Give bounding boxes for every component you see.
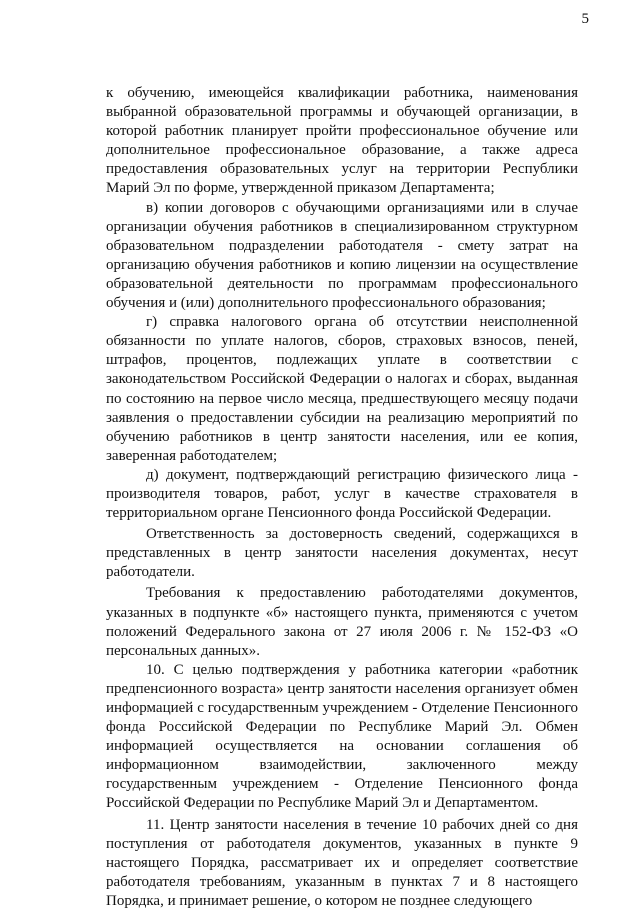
paragraph-requirements: Требования к предоставлению работодателями документов, указанных в подпункте «б» настоящего пункта, применяются с учетом положений Федерального закона от 27 июля 2006 г. № 152-ФЗ «О персональных данных». bbox=[106, 585, 578, 659]
paragraph-item-d: д) документ, подтверждающий регистрацию физического лица - производителя товаров, работ, услуг в качестве страхователя в территориальном органе Пенсионного фонда Российской Федерации. bbox=[106, 466, 578, 522]
paragraph-clause-11: 11. Центр занятости населения в течение 10 рабочих дней со дня поступления от работодателя документов, указанных в пункте 9 настоящего Порядка, рассматривает их и определяет соответствие работодателя требованиям, указанным в пунктах 7 и 8 настоящего Порядка, и принимает решение, о котором не позднее следующего bbox=[106, 816, 578, 909]
paragraph-continuation: к обучению, имеющейся квалификации работника, наименования выбранной образовательной программы и обучающей организации, в которой работник планирует пройти профессиональное обучение или дополнительное профессиональное образование, а также адреса предоставления образовательных услуг на территории Республики Марий Эл по форме, утвержденной приказом Департамента; bbox=[106, 85, 578, 197]
paragraph-item-g: г) справка налогового органа об отсутствии неисполненной обязанности по уплате налогов, сборов, страховых взносов, пеней, штрафов, процентов, подлежащих уплате в соответствии с законодательством Российской Федерации о налогах и сборах, выданная по состоянию на первое число месяца, предшествующего месяцу подачи заявления о предоставлении субсидии на реализацию мероприятий по обучению работников в центр занятости населения, или ее копия, заверенная работодателем; bbox=[106, 314, 578, 464]
document-body bbox=[106, 84, 578, 911]
paragraph-clause-10: 10. С целью подтверждения у работника категории «работник предпенсионного возраста» центр занятости населения организует обмен информацией с государственным учреждением - Отделение Пенсионного фонда Российской Федерации по Республике Марий Эл. Обмен информацией осуществляется на основании соглашения об информационном взаимодействии, заключенного между государственным учреждением - Отделение Пенсионного фонда Российской Федерации по Республике Марий Эл и Департаментом. bbox=[106, 661, 578, 812]
paragraph-item-v: в) копии договоров с обучающими организациями или в случае организации обучения работников в специализированном структурном образовательном подразделении работодателя - смету затрат на организацию обучения работников и копию лицензии на осуществление образовательной деятельности по программам профессионального обучения и (или) дополнительного профессионального образования; bbox=[106, 199, 578, 312]
paragraph-responsibility: Ответственность за достоверность сведений, содержащихся в представленных в центр занятости населения документах, несут работодатели. bbox=[106, 526, 578, 581]
page-number: 5 bbox=[581, 11, 589, 27]
